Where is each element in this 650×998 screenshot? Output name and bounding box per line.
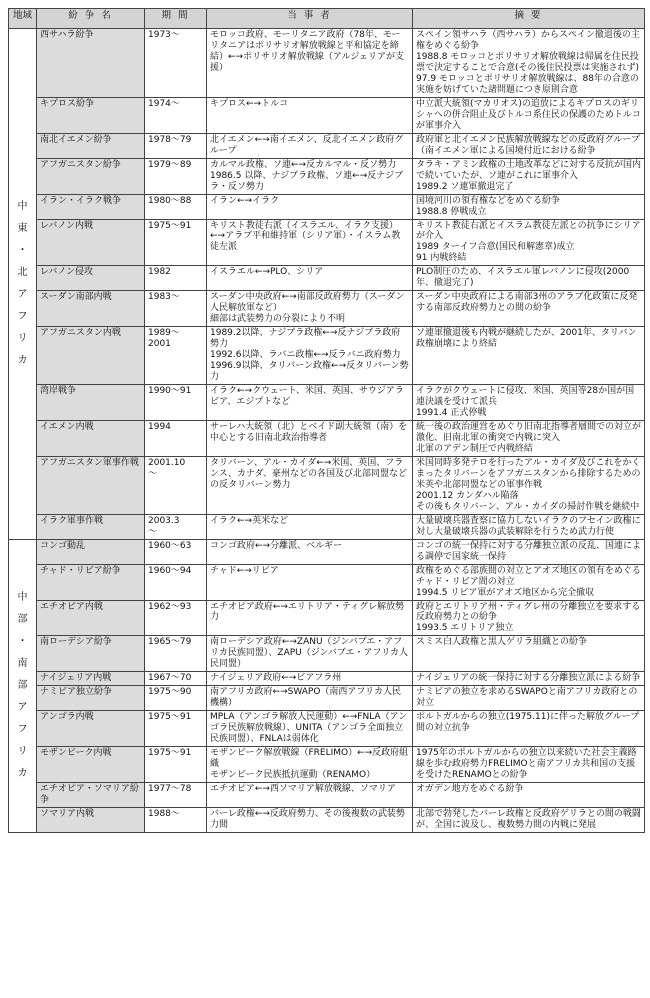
conflict-name: レバノン侵攻 <box>37 266 145 291</box>
table-row <box>9 456 645 514</box>
conflict-summary: 北部で勃発したバーレ政権と反政府ゲリラとの間の戦闘が、全国に波及し、複数勢力間の内戦に発展 <box>413 807 645 832</box>
conflict-parties: サーレハ大統領（北）とベイド副大統領（南）を中心とする旧南北政治指導者 <box>207 420 413 456</box>
conflict-parties: モザンビーク解放戦線（FRELIMO）←→反政府組織 モザンビーク民族抵抗運動（RENAMO） <box>207 747 413 783</box>
table-row <box>9 219 645 266</box>
conflict-summary: ナミビアの独立を求めるSWAPOと南アフリカ政府との対立 <box>413 686 645 711</box>
table-row <box>9 686 645 711</box>
conflict-parties: チャド←→リビア <box>207 564 413 600</box>
region-char: 東 <box>17 222 28 234</box>
conflict-summary: コンゴの統一保持に対する分離独立派の反乱、国連による調停で国家統一保持 <box>413 539 645 564</box>
conflict-summary: スミス白人政権と黒人ゲリラ組織との紛争 <box>413 636 645 672</box>
table-row <box>9 514 645 539</box>
conflict-name: 西サハラ紛争 <box>37 29 145 98</box>
region-char: ・ <box>17 244 28 256</box>
region-char: フ <box>17 310 28 322</box>
region-cell <box>9 539 37 832</box>
conflict-summary: スーダン中央政府による南部3州のアラブ化政策に反発する南部反政府勢力との間の紛争 <box>413 291 645 327</box>
conflict-summary: 1975年のポルトガルからの独立以来続いた社会主義路線を歩む政府勢力FRELIMOと南アフリカ共和国の支援を受けたRENAMOとの紛争 <box>413 747 645 783</box>
conflict-name: ソマリア内戦 <box>37 807 145 832</box>
conflict-table-body <box>9 29 645 833</box>
conflict-parties: MPLA（アンゴラ解放人民運動）←→FNLA（アンゴラ民族解放戦線）、UNITA（アンゴラ全面独立民族同盟）、FNLAは弱体化 <box>207 711 413 747</box>
conflict-summary: キリスト教徒右派とイスラム教徒左派との抗争にシリアが介入 1989 ターイフ合意(国民和解憲章)成立 91 内戦終結 <box>413 219 645 266</box>
conflict-parties: エチオピア政府←→エリトリア・ティグレ解放勢力 <box>207 600 413 636</box>
conflict-summary: ナイジェリアの統一保持に対する分離独立派による紛争 <box>413 672 645 686</box>
conflict-period: 1988～ <box>145 807 207 832</box>
conflict-period: 1960～63 <box>145 539 207 564</box>
table-row <box>9 133 645 158</box>
conflict-parties: キプロス←→トルコ <box>207 97 413 133</box>
table-row <box>9 600 645 636</box>
conflict-parties: バーレ政権←→反政府勢力、その後複数の武装勢力間 <box>207 807 413 832</box>
region-char: ア <box>17 701 28 713</box>
conflict-name: アフガニスタン内戦 <box>37 327 145 385</box>
conflict-name: キプロス紛争 <box>37 97 145 133</box>
region-char: リ <box>17 332 28 344</box>
region-char: リ <box>17 745 28 757</box>
conflict-parties: キリスト教徒右派（イスラエル、イラク支援）←→アラブ平和維持軍（シリア軍）・イスラム教徒左派 <box>207 219 413 266</box>
conflict-period: 1960～94 <box>145 564 207 600</box>
header-parties: 当 事 者 <box>207 9 413 29</box>
table-row <box>9 564 645 600</box>
table-row <box>9 29 645 98</box>
conflict-parties: イスラエル←→PLO、シリア <box>207 266 413 291</box>
header-region: 地域 <box>9 9 37 29</box>
header-conflict-name: 紛 争 名 <box>37 9 145 29</box>
conflict-name: コンゴ動乱 <box>37 539 145 564</box>
conflict-parties: コンゴ政府←→分離派、ベルギー <box>207 539 413 564</box>
table-row <box>9 327 645 385</box>
conflict-summary: 政権をめぐる部族間の対立とアオズ地区の領有をめぐるチャド・リビア間の対立 1994.5 リビア軍がアオズ地区から完全撤収 <box>413 564 645 600</box>
conflict-summary: 政府とエリトリア州・ティグレ州の分離独立を要求する反政府勢力との紛争 1993.5 エリトリア独立 <box>413 600 645 636</box>
table-row <box>9 636 645 672</box>
region-cell <box>9 29 37 540</box>
conflict-parties: 南ローデシア政府←→ZANU（ジンバブエ・アフリカ民族同盟）、ZAPU（ジンバブエ・アフリカ人民同盟） <box>207 636 413 672</box>
conflict-summary: オガデン地方をめぐる紛争 <box>413 783 645 808</box>
conflict-name: ナミビア独立紛争 <box>37 686 145 711</box>
conflict-summary: ポルトガルからの独立(1975.11)に伴った解放グループ間の対立抗争 <box>413 711 645 747</box>
table-row <box>9 539 645 564</box>
conflict-name: イラン・イラク戦争 <box>37 194 145 219</box>
conflict-summary: 統一後の政治運営をめぐり旧南北指導者層間での対立が激化、旧南北軍の衝突で内戦に突入 北軍のアデン制圧で内戦終結 <box>413 420 645 456</box>
conflict-period: 2001.10 ～ <box>145 456 207 514</box>
conflict-name: イエメン内戦 <box>37 420 145 456</box>
conflict-period: 1974～ <box>145 97 207 133</box>
table-row <box>9 266 645 291</box>
conflict-period: 1978～79 <box>145 133 207 158</box>
conflict-name: アフガニスタン軍事作戦 <box>37 456 145 514</box>
table-row <box>9 158 645 194</box>
region-label <box>18 587 28 785</box>
conflict-period: 1983～ <box>145 291 207 327</box>
conflict-name: 湾岸戦争 <box>37 385 145 421</box>
conflict-period: 1977～78 <box>145 783 207 808</box>
conflict-summary: ソ連軍撤退後も内戦が継続したが、2001年、タリバン政権崩壊により終結 <box>413 327 645 385</box>
region-char: フ <box>17 723 28 735</box>
conflict-period: 1994 <box>145 420 207 456</box>
conflict-table-container <box>8 8 644 833</box>
conflict-summary: 国境河川の領有権などをめぐる紛争 1988.8 停戦成立 <box>413 194 645 219</box>
region-char: 部 <box>17 679 28 691</box>
conflict-summary: 米国同時多発テロを行ったアル・カイダ及びこれをかくまったタリバーンをアフガニスタンから排除するための米英や北部同盟などの軍事作戦 2001.12 カンダハル陥落 その後もタリバーン、アル・カイダの掃討作戦を継続中 <box>413 456 645 514</box>
conflict-name: 南ローデシア紛争 <box>37 636 145 672</box>
header-summary: 摘 要 <box>413 9 645 29</box>
conflict-period: 1989～ 2001 <box>145 327 207 385</box>
conflict-period: 1979～89 <box>145 158 207 194</box>
table-row <box>9 807 645 832</box>
table-row <box>9 783 645 808</box>
conflict-parties: イラク←→クウェート、米国、英国、サウジアラビア、エジプトなど <box>207 385 413 421</box>
region-char: 部 <box>17 613 28 625</box>
conflict-period: 1962～93 <box>145 600 207 636</box>
conflict-name: エチオピア内戦 <box>37 600 145 636</box>
region-char: 中 <box>17 591 28 603</box>
conflict-summary: 中立派大統領(マカリオス)の追放によるキプロスのギリシャへの併合阻止及びトルコ系住民の保護のためトルコが軍事介入 <box>413 97 645 133</box>
conflict-parties: スーダン中央政府←→南部反政府勢力（スーダン人民解放軍など） 細部は武装勢力の分裂により不明 <box>207 291 413 327</box>
conflict-period: 1967～70 <box>145 672 207 686</box>
conflict-name: チャド・リビア紛争 <box>37 564 145 600</box>
table-row <box>9 97 645 133</box>
conflict-name: エチオピア・ソマリア紛争 <box>37 783 145 808</box>
conflict-name: スーダン南部内戦 <box>37 291 145 327</box>
region-char: 南 <box>17 657 28 669</box>
conflict-parties: 北イエメン←→南イエメン、反北イエメン政府グループ <box>207 133 413 158</box>
table-row <box>9 747 645 783</box>
conflict-period: 2003.3 ～ <box>145 514 207 539</box>
conflict-summary: 政府軍と北イエメン民族解放戦線などの反政府グループ（南イエメン軍による国境付近における紛争 <box>413 133 645 158</box>
conflict-name: アンゴラ内戦 <box>37 711 145 747</box>
conflict-summary: スペイン領サハラ（西サハラ）からスペイン撤退後の主権をめぐる紛争 1988.8 モロッコとポリサリオ解放戦線は帰属を住民投票で決定することで合意(その後住民投票は実施されず) 97.9 モロッコとポリサリオ解放戦線は、88年の合意の実施を妨げていた諸問題につき原則合意 <box>413 29 645 98</box>
conflict-parties: イラン←→イラク <box>207 194 413 219</box>
conflict-period: 1990～91 <box>145 385 207 421</box>
conflict-summary: PLO制圧のため、イスラエル軍レバノンに侵攻(2000年、撤退完了) <box>413 266 645 291</box>
conflict-period: 1980～88 <box>145 194 207 219</box>
region-char: ・ <box>17 635 28 647</box>
conflict-period: 1965～79 <box>145 636 207 672</box>
region-label <box>18 196 28 372</box>
conflict-parties: イラク←→英米など <box>207 514 413 539</box>
region-char: カ <box>17 767 28 779</box>
conflict-name: ナイジェリア内戦 <box>37 672 145 686</box>
region-char: ア <box>17 288 28 300</box>
table-row <box>9 420 645 456</box>
conflict-parties: ナイジェリア政府←→ビアフラ州 <box>207 672 413 686</box>
conflict-period: 1975～91 <box>145 711 207 747</box>
conflict-parties: 1989.2以降、ナジブラ政権←→反ナジブラ政府勢力 1992.6以降、ラバニ政権←→反ラバニ政府勢力 1996.9以降、タリバーン政権←→反タリバーン勢力 <box>207 327 413 385</box>
conflict-period: 1975～91 <box>145 747 207 783</box>
conflict-summary: 大量破壊兵器査察に協力しないイラクのフセイン政権に対し大量破壊兵器の武装解除を行うため武力行使 <box>413 514 645 539</box>
conflict-period: 1975～90 <box>145 686 207 711</box>
conflict-parties: モロッコ政府、モーリタニア政府（78年、モーリタニアはポリサリオ解放戦線と平和協定を締結）←→ポリサリオ解放戦線（アルジェリアが支援） <box>207 29 413 98</box>
conflict-period: 1973～ <box>145 29 207 98</box>
region-char: 中 <box>17 200 28 212</box>
table-row <box>9 385 645 421</box>
header-period: 期 間 <box>145 9 207 29</box>
table-row <box>9 291 645 327</box>
conflict-period: 1982 <box>145 266 207 291</box>
conflict-parties: 南アフリカ政府←→SWAPO（南西アフリカ人民機構） <box>207 686 413 711</box>
table-row <box>9 194 645 219</box>
conflict-name: レバノン内戦 <box>37 219 145 266</box>
conflict-summary: タラキ・アミン政権の土地改革などに対する反抗が国内で続いていたが、ソ連がこれに軍事介入 1989.2 ソ連軍撤退完了 <box>413 158 645 194</box>
table-row <box>9 711 645 747</box>
header-row <box>9 9 645 29</box>
region-char: 北 <box>17 266 28 278</box>
conflict-parties: エチオピア←→西ソマリア解放戦線、ソマリア <box>207 783 413 808</box>
conflict-period: 1975～91 <box>145 219 207 266</box>
conflict-name: 南北イエメン紛争 <box>37 133 145 158</box>
conflict-name: アフガニスタン紛争 <box>37 158 145 194</box>
conflict-name: イラク軍事作戦 <box>37 514 145 539</box>
conflict-table <box>8 8 645 833</box>
conflict-parties: タリバーン、アル・カイダ←→米国、英国、フランス、カナダ、豪州などの各国及び北部同盟などの反タリバーン勢力 <box>207 456 413 514</box>
table-row <box>9 672 645 686</box>
conflict-parties: カルマル政権、ソ連←→反カルマル・反ソ勢力 1986.5 以降、ナジブラ政権、ソ連←→反ナジブラ・反ソ勢力 <box>207 158 413 194</box>
region-char: カ <box>17 354 28 366</box>
conflict-name: モザンビーク内戦 <box>37 747 145 783</box>
conflict-summary: イラクがクウェートに侵攻、米国、英国等28か国が国連決議を受けて派兵 1991.4 正式停戦 <box>413 385 645 421</box>
